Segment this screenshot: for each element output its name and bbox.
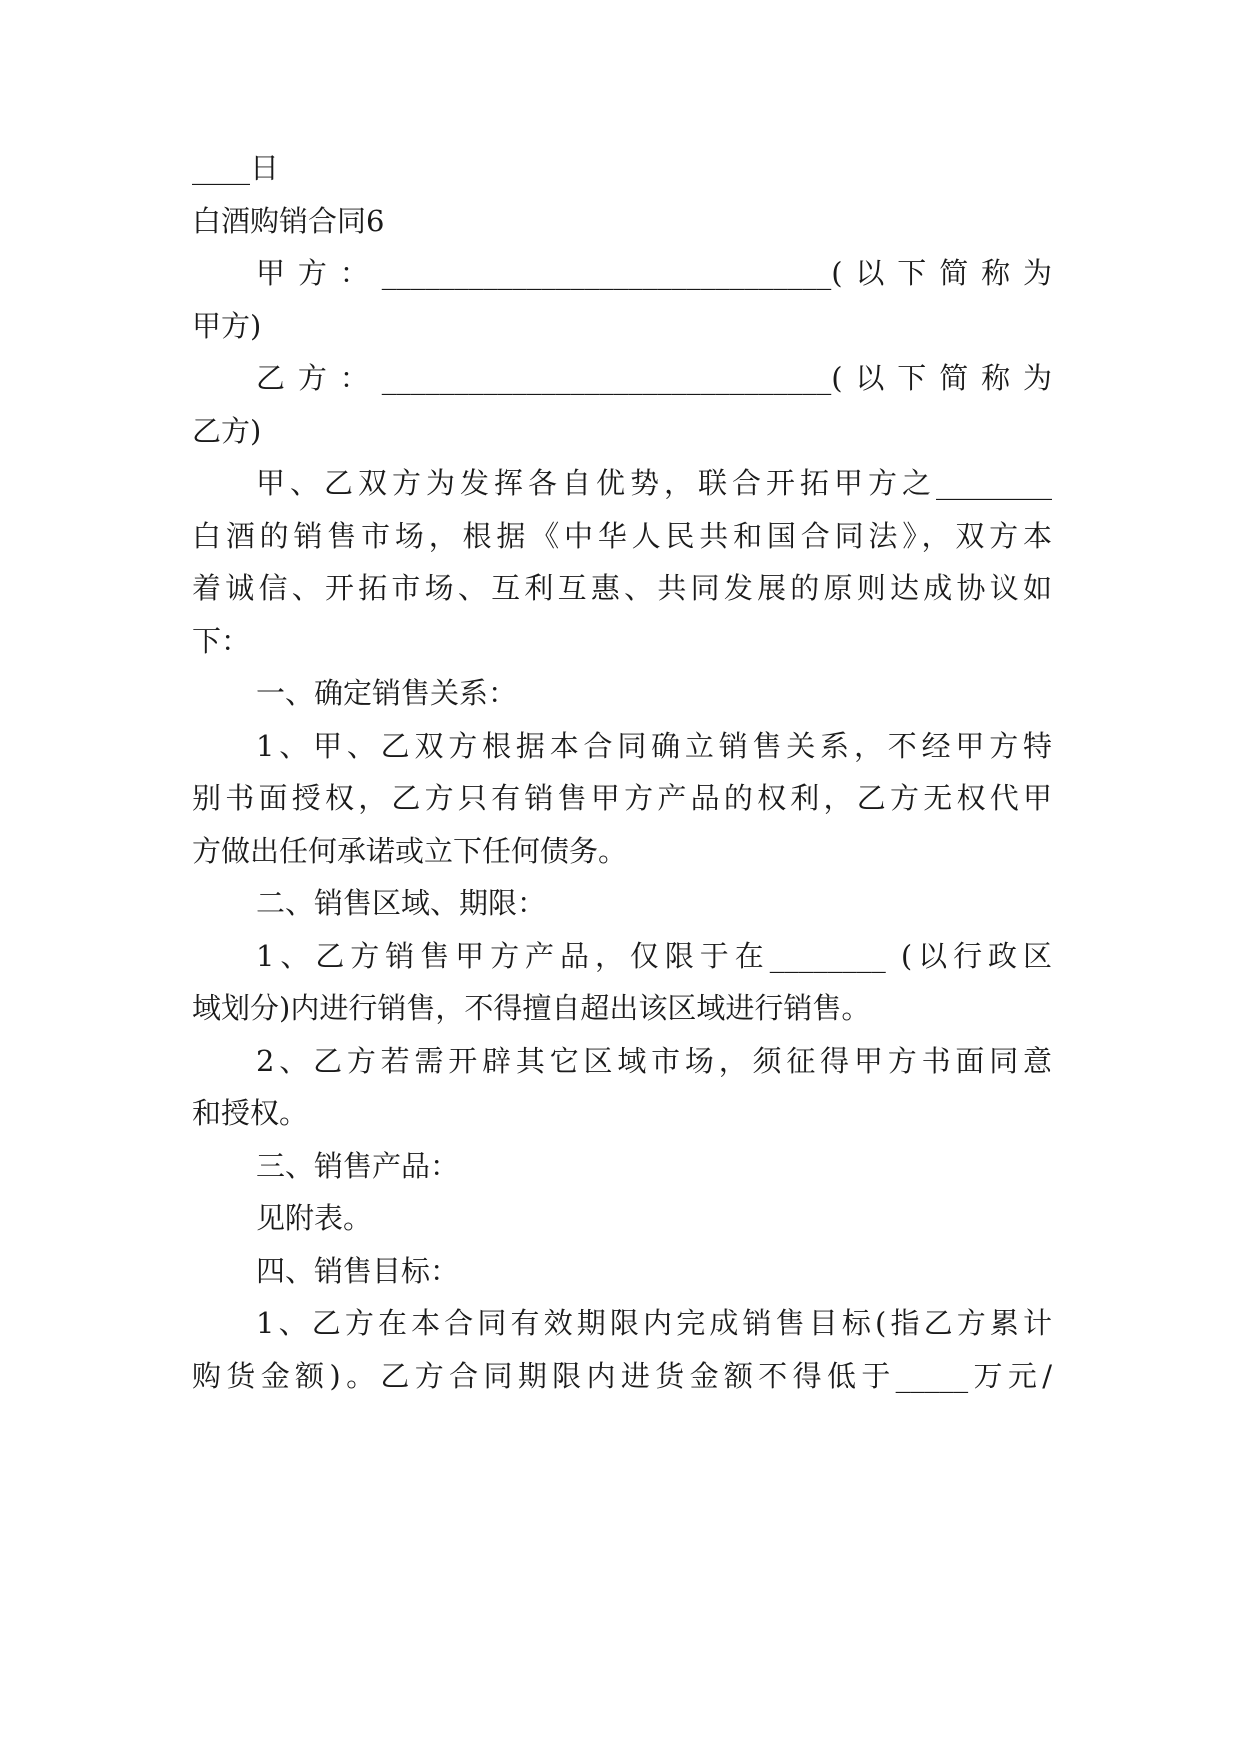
party-b-line-continued: 乙方) — [192, 414, 262, 448]
party-a-line-continued: 甲方) — [192, 309, 262, 343]
clause-line: 购货金额)。乙方合同期限内进货金额不得低于_____万元/ — [192, 1359, 1052, 1393]
section-heading: 四、销售目标： — [256, 1254, 460, 1288]
party-b-line: 乙方：_______________________________(以下简称为 — [256, 361, 1052, 395]
clause-line: 1、乙方在本合同有效期限内完成销售目标(指乙方累计 — [256, 1306, 1052, 1340]
section-heading: 三、销售产品： — [256, 1149, 460, 1183]
clause-line: 1、甲、乙双方根据本合同确立销售关系，不经甲方特 — [256, 729, 1052, 763]
section-heading: 一、确定销售关系： — [256, 676, 518, 710]
intro-paragraph-line: 甲、乙双方为发挥各自优势，联合开拓甲方之________ — [256, 466, 1052, 500]
clause-line: 方做出任何承诺或立下任何债务。 — [192, 834, 628, 868]
intro-paragraph-line: 白酒的销售市场，根据《中华人民共和国合同法》，双方本 — [192, 519, 1052, 553]
clause-line: 域划分)内进行销售，不得擅自超出该区域进行销售。 — [192, 991, 871, 1025]
section-heading: 二、销售区域、期限： — [256, 886, 547, 920]
clause-line: 和授权。 — [192, 1096, 309, 1130]
intro-paragraph-line: 下： — [192, 624, 251, 658]
party-a-line: 甲方：_______________________________(以下简称为 — [256, 256, 1052, 290]
clause-line: 见附表。 — [256, 1201, 373, 1235]
intro-paragraph-line: 着诚信、开拓市场、互利互惠、共同发展的原则达成协议如 — [192, 571, 1052, 605]
clause-line: 1、乙方销售甲方产品，仅限于在________ (以行政区 — [256, 939, 1052, 973]
clause-line: 别书面授权，乙方只有销售甲方产品的权利，乙方无权代甲 — [192, 781, 1052, 815]
date-fragment: ____日 — [192, 151, 280, 185]
clause-line: 2、乙方若需开辟其它区域市场，须征得甲方书面同意 — [256, 1044, 1052, 1078]
document-title: 白酒购销合同6 — [192, 204, 385, 238]
